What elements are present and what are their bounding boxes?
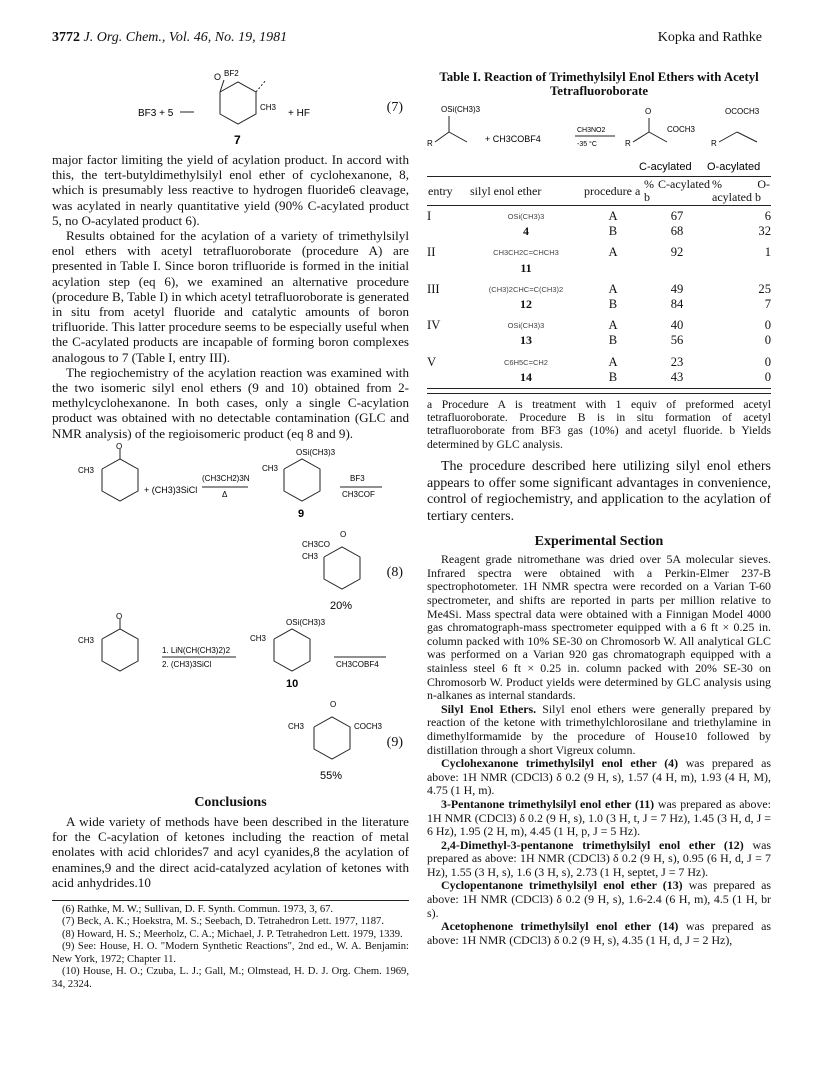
- scheme-reagent: + CH3COBF4: [485, 134, 541, 144]
- c14-heading: Acetophenone trimethylsilyl enol ether (14): [441, 919, 679, 934]
- exp-c13: [427, 879, 771, 920]
- table-scheme-structure: [427, 102, 771, 176]
- left-column: [52, 70, 409, 991]
- scheme-c-group: COCH3: [667, 125, 696, 134]
- table-footnote: a Procedure A is treatment with 1 equiv of preformed acetyl tetrafluoroborate. Procedure B is in situ formation of acetyl tetrafluoroborate from BF3 gas (10%) and acetyl fluoride. b Yields determined by GLC analysis.: [427, 393, 771, 451]
- table-title: Reaction of Trimethylsilyl Enol Ethers with Acetyl Tetrafluoroborate: [484, 70, 759, 98]
- table-row: [427, 279, 771, 315]
- results-table: [427, 176, 771, 389]
- eq8-product-group: CH3CO: [302, 539, 331, 549]
- eq9-product-group: COCH3: [354, 721, 383, 731]
- eq7-number: (7): [386, 100, 403, 115]
- th-o-acyl: % O-acylated b: [712, 177, 770, 204]
- eq9-ch3-b: CH3: [250, 633, 267, 643]
- eq8-yield: 20%: [330, 599, 353, 612]
- cell-ether: OSi(CH3)3 13: [507, 321, 545, 348]
- cell-entry: IV: [427, 318, 441, 333]
- th-c-acyl: % C-acylated b: [644, 177, 710, 204]
- scheme-r-2: R: [625, 139, 631, 148]
- cell-procedure: A B: [608, 318, 618, 348]
- summary-paragraph: The procedure described here utilizing silyl enol ethers appears to offer some significant advantages in convenience, control of regiochemistry, and application to the acylation of tertiary centers.: [427, 458, 771, 525]
- scheme-r-3: R: [711, 139, 717, 148]
- eq9-yield: 55%: [320, 769, 343, 782]
- ref-8: (8) Howard, H. S.; Meerholz, C. A.; Michael, J. P. Tetrahedron Lett. 1979, 1339.: [62, 928, 403, 940]
- table-row: [427, 352, 771, 389]
- experimental-section: [427, 553, 771, 947]
- table-scheme: [427, 102, 771, 176]
- silyl-text: Silyl enol ethers were generally prepared by reaction of the ketone with trimethylchlorosilane and triethylamine in dimethylformamide by the procedure of House10 followed by distillation through a short Vigreux column.: [427, 701, 771, 757]
- table-row: [427, 242, 771, 278]
- ref-10: (10) House, H. O.; Czuba, L. J.; Gall, M.; Olmstead, H. D. J. Org. Chem. 1969, 34, 2324.: [52, 966, 409, 990]
- exp-c11: [427, 798, 771, 839]
- cell-c-acyl: 67 68: [670, 209, 684, 239]
- cell-o-acyl: 1: [764, 245, 771, 260]
- scheme-cond-top: CH3NO2: [577, 127, 606, 134]
- eq9-cond-1: 1. LiN(CH(CH3)2)2: [162, 645, 231, 655]
- table-caption: [427, 70, 771, 98]
- ref-6: (6) Rathke, M. W.; Sullivan, D. F. Synth. Commun. 1973, 3, 67.: [62, 904, 334, 916]
- exp-para-1: Reagent grade nitromethane was dried over 5A molecular sieves. Infrared spectra were obtained with a Perkin-Elmer 237-B spectrophotometer. 1H NMR spectra were recorded on a Varian T-60 spectrometer, and shifts are reported in parts per million relative to Me4Si. Mass spectral data were obtained with a Finnigan Model 4000 gas chromatograph-mass spectrometer equipped with a 6 ft × 0.25 in. column packed with 10% SE-30 on Chromosorb W. All analytical GLC was performed on a Varian 920 gas chromatograph equipped with a stainless steel 6 ft × 0.25 in. column packed with 20% SE-30 on Chromosorb W. Product yields were determined by GLC analysis using n-alkanes as internal standards.: [427, 552, 771, 703]
- eq8-ch3-a: CH3: [78, 465, 95, 475]
- references: [52, 900, 409, 991]
- eq9-reagent: CH3COBF4: [336, 659, 379, 669]
- cell-c-acyl: 40 56: [670, 318, 684, 348]
- cell-procedure: A B: [608, 354, 618, 384]
- table-row: [427, 206, 771, 243]
- eq8-ch3-b: CH3: [262, 463, 279, 473]
- c12-text: was prepared as above: 1H NMR (CDCl3) δ 0.2 (9 H, s), 0.95 (6 H, d, J = 7 Hz), 1.55 (3 H, s), 1.6 (3 H, s), 2.73 (1 H, septet, J = 7 Hz).: [427, 837, 771, 879]
- table-row: [427, 315, 771, 351]
- th-ether: silyl enol ether: [470, 183, 542, 198]
- equation-8: [52, 441, 409, 617]
- scheme-r-1: R: [427, 139, 433, 148]
- ref-9: (9) See: House, H. O. "Modern Synthetic Reactions", 2nd ed., W. A. Benjamin: New York, 1972; Chapter 11.: [52, 941, 409, 965]
- eq7-compound-number: 7: [234, 133, 241, 147]
- cell-entry: II: [427, 245, 436, 260]
- th-procedure: procedure a: [584, 183, 641, 198]
- cell-procedure: A: [608, 245, 618, 260]
- eq9-compound: 10: [286, 677, 299, 690]
- silyl-heading: Silyl Enol Ethers.: [441, 701, 537, 716]
- para-3: The regiochemistry of the acylation reaction was examined with the two isomeric silyl enol ethers (9 and 10) obtained from 2-methylcyclohexanone. In both cases, only a single C-acylation product was obtained with no detectable contamination (GLC and NMR analysis) of the regioisomeric product (eq 8 and 9).: [52, 364, 409, 441]
- eq8-bf3: BF3: [350, 473, 365, 483]
- eq7-bf2: BF2: [224, 69, 239, 78]
- equation-9-structure: [52, 611, 409, 787]
- eq8-o: O: [116, 441, 123, 451]
- eq9-cond-2: 2. (CH3)3SiCl: [162, 659, 212, 669]
- para-2: Results obtained for the acylation of a variety of trimethylsilyl enol ethers with acetyl tetrafluoroborate (procedure A) are presented in Table I. Since boron trifluoride is formed in the initial acylation step (eq 6), we examined an alternative procedure (procedure B, Table I) in which acetyl tetrafluoroborate is generated in situ from acetyl fluoride and catalytic amounts of boron trifluoride. This latter procedure seems to be especially useful when the C-acylated products are incapable of forming boron complexes analogous to 7 (Table I, entry III).: [52, 228, 409, 365]
- eq8-o-product: O: [340, 529, 347, 539]
- cell-ether: C6H5C=CH2 14: [504, 357, 548, 384]
- c14-text: was prepared as above: 1H NMR (CDCl3) δ 0.2 (9 H, s), 4.35 (1 H, d, J = 2 Hz),: [427, 919, 771, 947]
- eq7-ch3: CH3: [260, 103, 277, 112]
- cell-ether: OSi(CH3)3 4: [507, 212, 545, 239]
- cell-o-acyl: 0 0: [764, 354, 771, 384]
- cell-c-acyl: 23 43: [670, 354, 684, 384]
- page-number: 3772: [52, 30, 80, 45]
- c13-heading: Cyclopentanone trimethylsilyl enol ether (13): [441, 878, 683, 893]
- cell-c-acyl: 92: [670, 245, 684, 260]
- header-authors: Kopka and Rathke: [657, 30, 762, 45]
- exp-c12: [427, 839, 771, 880]
- cell-o-acyl: 6 32: [758, 209, 771, 239]
- eq8-compound: 9: [298, 507, 305, 520]
- right-column: [427, 70, 771, 947]
- c11-heading: 3-Pentanone trimethylsilyl enol ether (11): [441, 796, 655, 811]
- eq8-silyl: OSi(CH3)3: [296, 447, 336, 457]
- equation-7: [52, 70, 409, 152]
- th-entry: entry: [428, 183, 453, 198]
- eq7-o: O: [214, 72, 222, 82]
- eq9-number: (9): [386, 734, 403, 750]
- scheme-o-label: O-acylated: [707, 161, 761, 173]
- conclusions-heading: Conclusions: [194, 794, 267, 810]
- cell-procedure: A B: [608, 281, 618, 312]
- scheme-o: O: [645, 107, 652, 116]
- scheme-o-group: OCOCH3: [725, 107, 760, 116]
- cell-procedure: A B: [608, 209, 618, 239]
- para-1: major factor limiting the yield of acylation product. In accord with this, the tert-butyldimethylsilyl enol ether of cyclohexanone, 8, which is presumably less reactive to hydrogen fluoride6 cleavage, was acylated in nearly quantitative yield (90% C-acylated product 5, no O-acylated product 6).: [52, 152, 409, 228]
- equation-7-structure: [52, 70, 409, 152]
- table-header-row: [427, 177, 771, 206]
- cell-entry: III: [427, 281, 440, 296]
- eq9-ch3-c: CH3: [288, 721, 305, 731]
- cell-o-acyl: 25 7: [758, 281, 771, 312]
- eq7-reagent: BF3 + 5: [138, 108, 174, 119]
- cell-o-acyl: 0 0: [764, 318, 771, 348]
- eq8-reagent: + (CH3)3SiCl: [144, 484, 198, 495]
- cell-ether: (CH3)2CHC=C(CH3)2 12: [488, 284, 564, 312]
- ref-7: (7) Beck, A. K.; Hoekstra, M. S.; Seebach, D. Tetrahedron Lett. 1977, 1187.: [62, 916, 385, 928]
- c4-heading: Cyclohexanone trimethylsilyl enol ether (4): [441, 756, 679, 771]
- exp-c14: [427, 920, 771, 947]
- journal-citation: J. Org. Chem., Vol. 46, No. 19, 1981: [83, 30, 288, 45]
- eq8-cond-top: (CH3CH2)3N: [202, 473, 250, 483]
- cell-c-acyl: 49 84: [670, 281, 684, 312]
- eq8-number: (8): [386, 564, 403, 580]
- eq9-o: O: [116, 611, 123, 621]
- cell-entry: I: [427, 209, 432, 223]
- eq8-ch3-c: CH3: [302, 551, 319, 561]
- eq7-hf: + HF: [288, 108, 310, 119]
- experimental-heading: Experimental Section: [534, 534, 664, 550]
- eq9-silyl: OSi(CH3)3: [286, 617, 326, 627]
- c12-heading: 2,4-Dimethyl-3-pentanone trimethylsilyl enol ether (12): [441, 837, 744, 852]
- eq9-ch3-a: CH3: [78, 635, 95, 645]
- scheme-silyl: OSi(CH3)3: [441, 105, 481, 114]
- exp-c4: [427, 757, 771, 798]
- cell-entry: V: [427, 354, 437, 369]
- c13-text: was prepared as above: 1H NMR (CDCl3) δ 0.2 (9 H, s), 1.6-2.4 (6 H, m), 4.5 (1 H, br s).: [427, 878, 771, 920]
- cell-ether: CH3CH2C=CHCH3 11: [493, 248, 559, 275]
- exp-silyl: [427, 703, 771, 757]
- eq9-o-product: O: [330, 699, 337, 709]
- eq8-ch3cof: CH3COF: [342, 489, 375, 499]
- equation-8-structure: [52, 441, 409, 617]
- scheme-cond-bottom: -35 °C: [577, 141, 597, 148]
- scheme-c-label: C-acylated: [639, 161, 692, 173]
- table-number: Table I.: [439, 70, 481, 84]
- eq8-cond-bottom: Δ: [222, 489, 228, 499]
- equation-9: [52, 611, 409, 787]
- page-header: [52, 30, 762, 46]
- c11-text: was prepared as above: 1H NMR (CDCl3) δ 0.2 (9 H, s), 1.0 (3 H, t, J = 7 Hz), 1.45 (3 H, d, J = 6 Hz), 1.95 (2 H, m), 4.45 (1 H, p, J = 5 Hz).: [427, 796, 771, 839]
- header-left: [52, 30, 287, 46]
- c4-text: was prepared as above: 1H NMR (CDCl3) δ 0.2 (9 H, s), 1.57 (4 H, m), 1.93 (4 H, M), 4.75 (1 H, m).: [427, 756, 771, 798]
- conclusions-text: A wide variety of methods have been described in the literature for the C-acylation of ketones including the reaction of metal enolates with acid chlorides7 and acyl cyanides,8 the acylation of enamines,9 and the direct acid-catalyzed acylation of ketones with acid anhydrides.10: [52, 814, 409, 890]
